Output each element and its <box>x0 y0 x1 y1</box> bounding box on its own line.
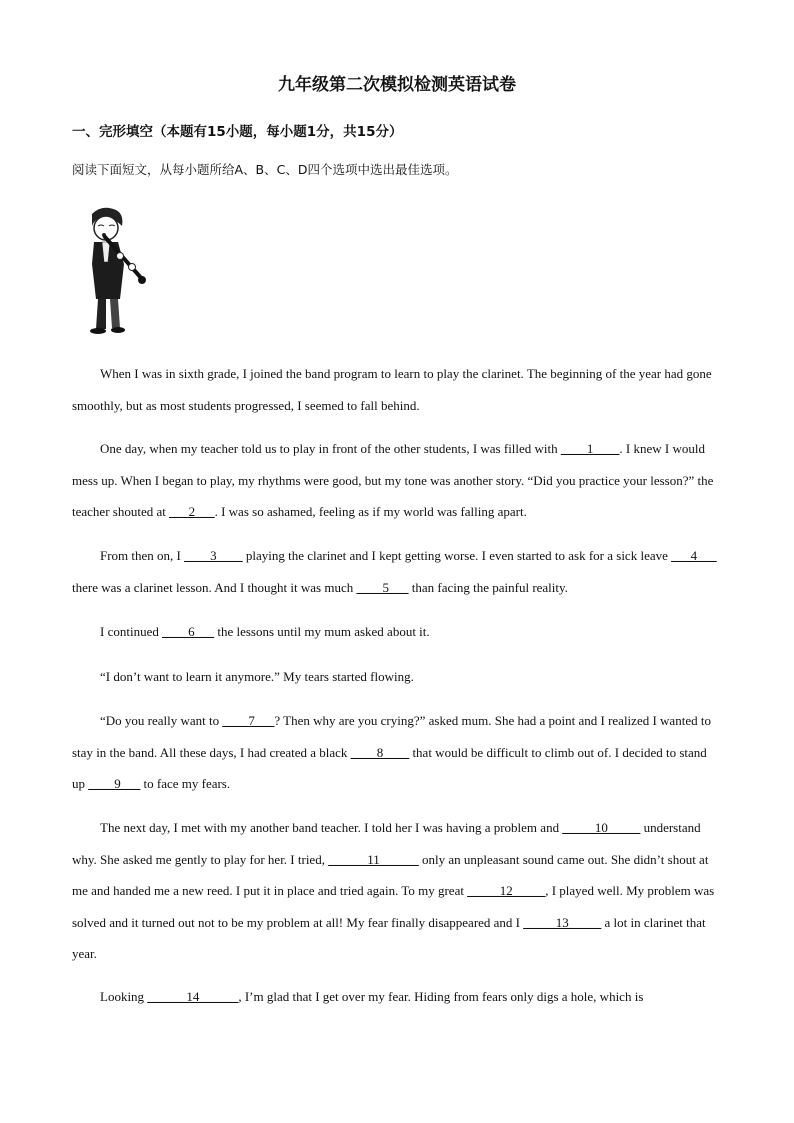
paragraph-6-text: “Do you really want to <box>100 713 223 728</box>
paragraph-1 <box>72 358 722 421</box>
paragraph-8-text: Looking <box>100 989 148 1004</box>
clarinet-player-icon <box>90 208 146 334</box>
blank-9: ____9___ <box>88 776 141 791</box>
paragraph-5 <box>72 661 722 693</box>
paragraph-6-text: ? Then why are you crying?” asked mum. She had a point and I realized I wanted to stay in the band. All these days, I had created a black <box>72 713 711 760</box>
blank-14: ______14______ <box>147 989 239 1004</box>
paragraph-8-text: , I’m glad that I get over my fear. Hiding from fears only digs a hole, which is <box>238 989 644 1004</box>
page-title: 九年级第二次模拟检测英语试卷 <box>278 75 516 95</box>
paragraph-4 <box>72 616 722 648</box>
paragraph-2-text: One day, when my teacher told us to play in front of the other students, I was filled with <box>100 441 561 456</box>
paragraph-1-text: When I was in sixth grade, I joined the band program to learn to play the clarinet. The beginning of the year had gone smoothly, but as most students progressed, I seemed to fall behind. <box>72 366 712 413</box>
paragraph-7 <box>72 812 722 970</box>
paragraph-4-text: the lessons until my mum asked about it. <box>214 624 430 639</box>
instructions: 阅读下面短文，从每小题所给A、B、C、D四个选项中选出最佳选项。 <box>72 162 458 177</box>
blank-12: _____12_____ <box>467 883 546 898</box>
blank-1: ____1____ <box>560 441 620 456</box>
paragraph-3-text: playing the clarinet and I kept getting worse. I even started to ask for a sick leave <box>242 548 672 563</box>
paragraph-6-text: that would be difficult to climb out of. I decided to stand up <box>72 744 707 791</box>
paragraph-7-text: only an unpleasant sound came out. She didn’t shout at me and handed me a new reed. I put it in place and tried again. To my great <box>72 851 709 898</box>
paragraph-3-text: than facing the painful reality. <box>408 579 568 595</box>
blank-11: ______11______ <box>328 851 419 867</box>
paragraph-2-text: . I knew I would mess up. When I began to play, my rhythms were good, but my tone was another story. “Did you practice your lesson?” the teacher shouted at <box>72 441 714 519</box>
paragraph-2 <box>72 433 722 528</box>
clarinet-player-illustration <box>82 204 162 336</box>
blank-3: ____3____ <box>184 548 243 563</box>
paragraph-6-text: to face my fears. <box>140 776 231 791</box>
paragraph-2-text: . I was so ashamed, feeling as if my world was falling apart. <box>214 504 527 519</box>
blank-6: ____6___ <box>162 624 215 639</box>
paragraph-7-text: understand why. She asked me gently to play for her. I tried, <box>72 820 701 867</box>
blank-13: _____13_____ <box>523 914 602 930</box>
paragraph-4-text: I continued <box>100 624 163 639</box>
blank-8: ____8____ <box>350 744 410 760</box>
paragraph-3-text: there was a clarinet lesson. And I thought it was much <box>72 579 357 595</box>
paragraph-8 <box>72 981 722 1013</box>
blank-7: ____7___ <box>222 713 275 728</box>
blank-5: ____5___ <box>356 579 409 595</box>
paragraph-7-text: , I played well. My problem was solved and it turned out not to be my problem at all! My fear finally disappeared and I <box>72 883 715 930</box>
paragraph-3-text: From then on, I <box>100 548 185 563</box>
paragraph-3 <box>72 540 722 603</box>
blank-10: _____10_____ <box>562 820 641 835</box>
paragraph-6 <box>72 705 722 800</box>
section-heading: 一、完形填空（本题有15小题，每小题1分，共15分） <box>72 124 403 140</box>
blank-4: ___4___ <box>671 548 717 563</box>
blank-2: ___2___ <box>169 504 215 519</box>
paragraph-5-text: “I don’t want to learn it anymore.” My tears started flowing. <box>100 669 414 684</box>
paragraph-7-text: The next day, I met with my another band teacher. I told her I was having a problem and <box>100 820 563 835</box>
paragraph-7-text: a lot in clarinet that year. <box>72 914 706 961</box>
